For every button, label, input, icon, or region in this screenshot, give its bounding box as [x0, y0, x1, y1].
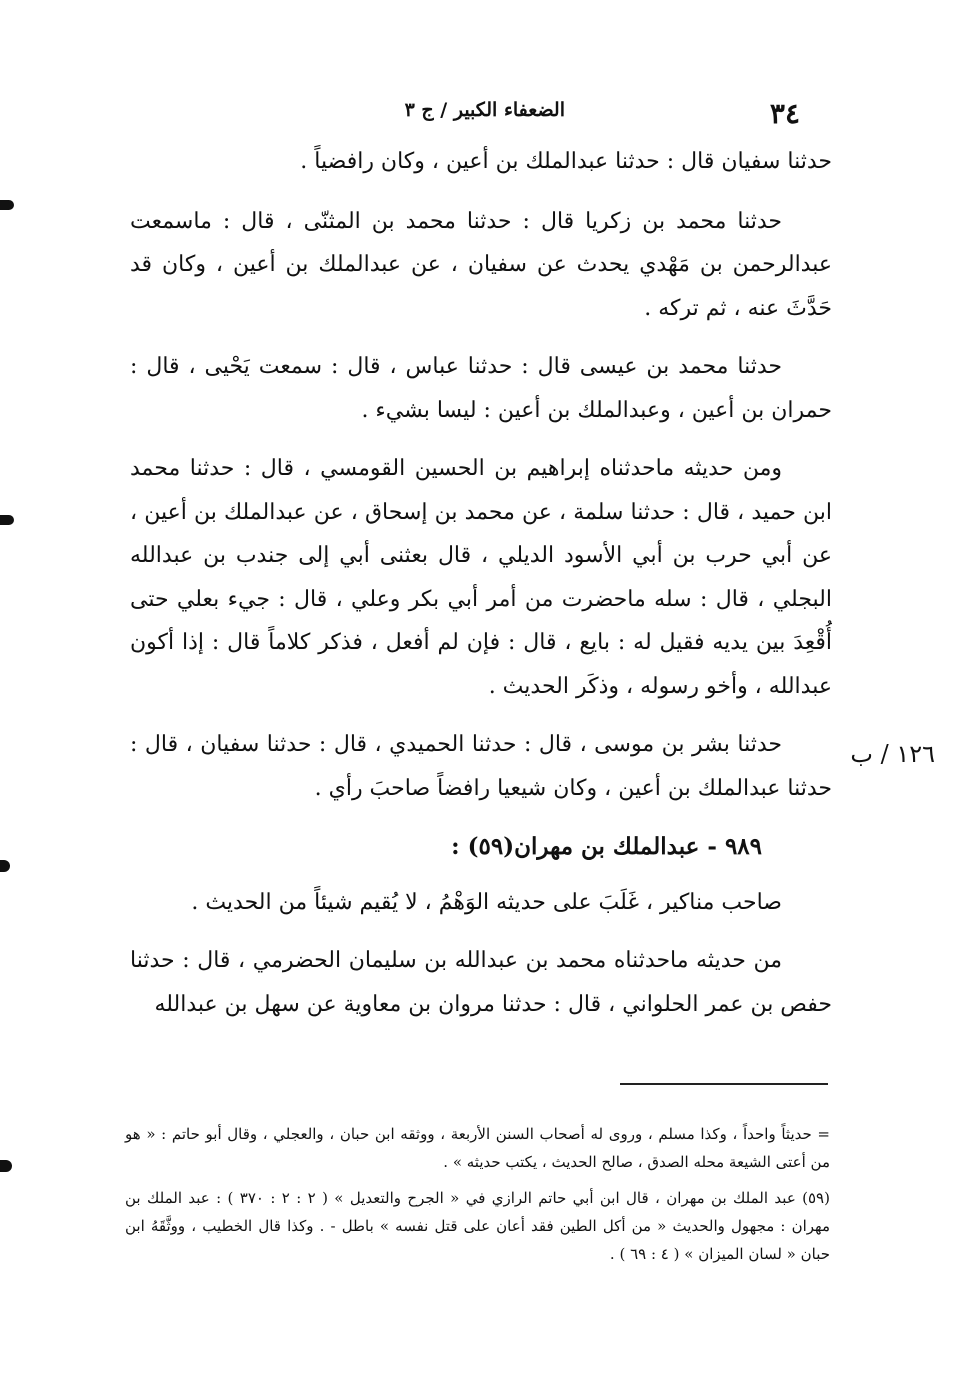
paragraph: من حديثه ماحدثناه محمد بن عبدالله بن سليمان الحضرمي ، قال : حدثنا حفص بن عمر الحلواني ، قال : حدثنا مروان بن معاوية عن سهل بن عبدالله	[130, 948, 832, 1017]
page-header	[380, 95, 800, 135]
footnotes	[125, 1120, 830, 1276]
scan-edge-mark	[0, 515, 14, 525]
scan-edge-mark	[0, 860, 10, 872]
scan-edge-mark	[0, 1160, 12, 1172]
paragraph: ومن حديثه ماحدثناه إبراهيم بن الحسين القومسي ، قال : حدثنا محمد ابن حميد ، قال : حدثنا سلمة ، عن محمد بن إسحاق ، عن عبدالملك بن أعين ، عن أبي حرب بن أبي الأسود الديلي ، قال بعثنى أبي إلى جندب بن عبدالله البجلي ، قال : سله ماحضرت من أمر أبي بكر وعلي ، قال : جيء بعلي حتى أُقْعِدَ بين يديه فقيل له : بايع ، قال : فإن لم أفعل ، فذكر كلاماً قال : إذا أكون عبدالله ، وأخو رسوله ، وذكَر الحديث .	[130, 456, 832, 699]
paragraph: حدثنا سفيان قال : حدثنا عبدالملك بن أعين ، وكان رافضياً .	[300, 149, 832, 174]
page-number: ٣٤	[769, 97, 800, 130]
paragraph: حدثنا محمد بن عيسى قال : حدثنا عباس ، قال : سمعت يَحْيى ، قال : حمران بن أعين ، وعبدالملك بن أعين : ليسا بشيء .	[130, 354, 832, 423]
paragraph: صاحب مناكير ، غَلَبَ على حديثه الوَهْمُ ، لا يُقيم شيئاً من الحديث .	[191, 889, 782, 915]
manuscript-folio-note: ١٢٦ / ب	[850, 740, 935, 768]
paragraph: حدثنا محمد بن زكريا قال : حدثنا محمد بن المثنّى ، قال : ماسمعت عبدالرحمن بن مَهْدي يحدث عن سفيان ، عن عبدالملك بن أعين ، وكان قد حَدَّثَ عنه ، ثم تركه .	[130, 208, 832, 321]
main-text	[130, 140, 832, 1041]
scan-edge-mark	[0, 200, 14, 210]
running-title: الضعفاء الكبير / ج ٣	[404, 99, 565, 121]
entry-heading: ٩٨٩ - عبدالملك بن مهران(٥٩) :	[451, 833, 762, 860]
footnote: (٥٩) عبد الملك بن مهران ، قال ابن أبي حاتم الرازي في « الجرح والتعديل » ( ٢ : ٢ : ٣٧٠ ) : عبد الملك بن مهران : مجهول والحديث « من أكل الطين فقد أعان على قتل نفسه » باطل - . وكذا قال الخطيب ، ووثَّقَهُ ابن حبان « لسان الميزان » ( ٤ : ٦٩ ) .	[125, 1189, 830, 1263]
footnote-divider	[620, 1083, 828, 1085]
paragraph: حدثنا بشر بن موسى ، قال : حدثنا الحميدي ، قال : حدثنا سفيان ، قال : حدثنا عبدالملك بن أعين ، وكان شيعيا رافضاً صاحبَ رأي .	[130, 732, 832, 801]
footnote: = حديثاً واحداً ، وكذا مسلم ، وروى له أصحاب السنن الأربعة ، ووثقه ابن حبان ، والعجلي ، وقال أبو حاتم : « هو من أعتى الشيعة محله الصدق ، صالح الحديث ، يكتب حديثه » .	[125, 1125, 830, 1171]
